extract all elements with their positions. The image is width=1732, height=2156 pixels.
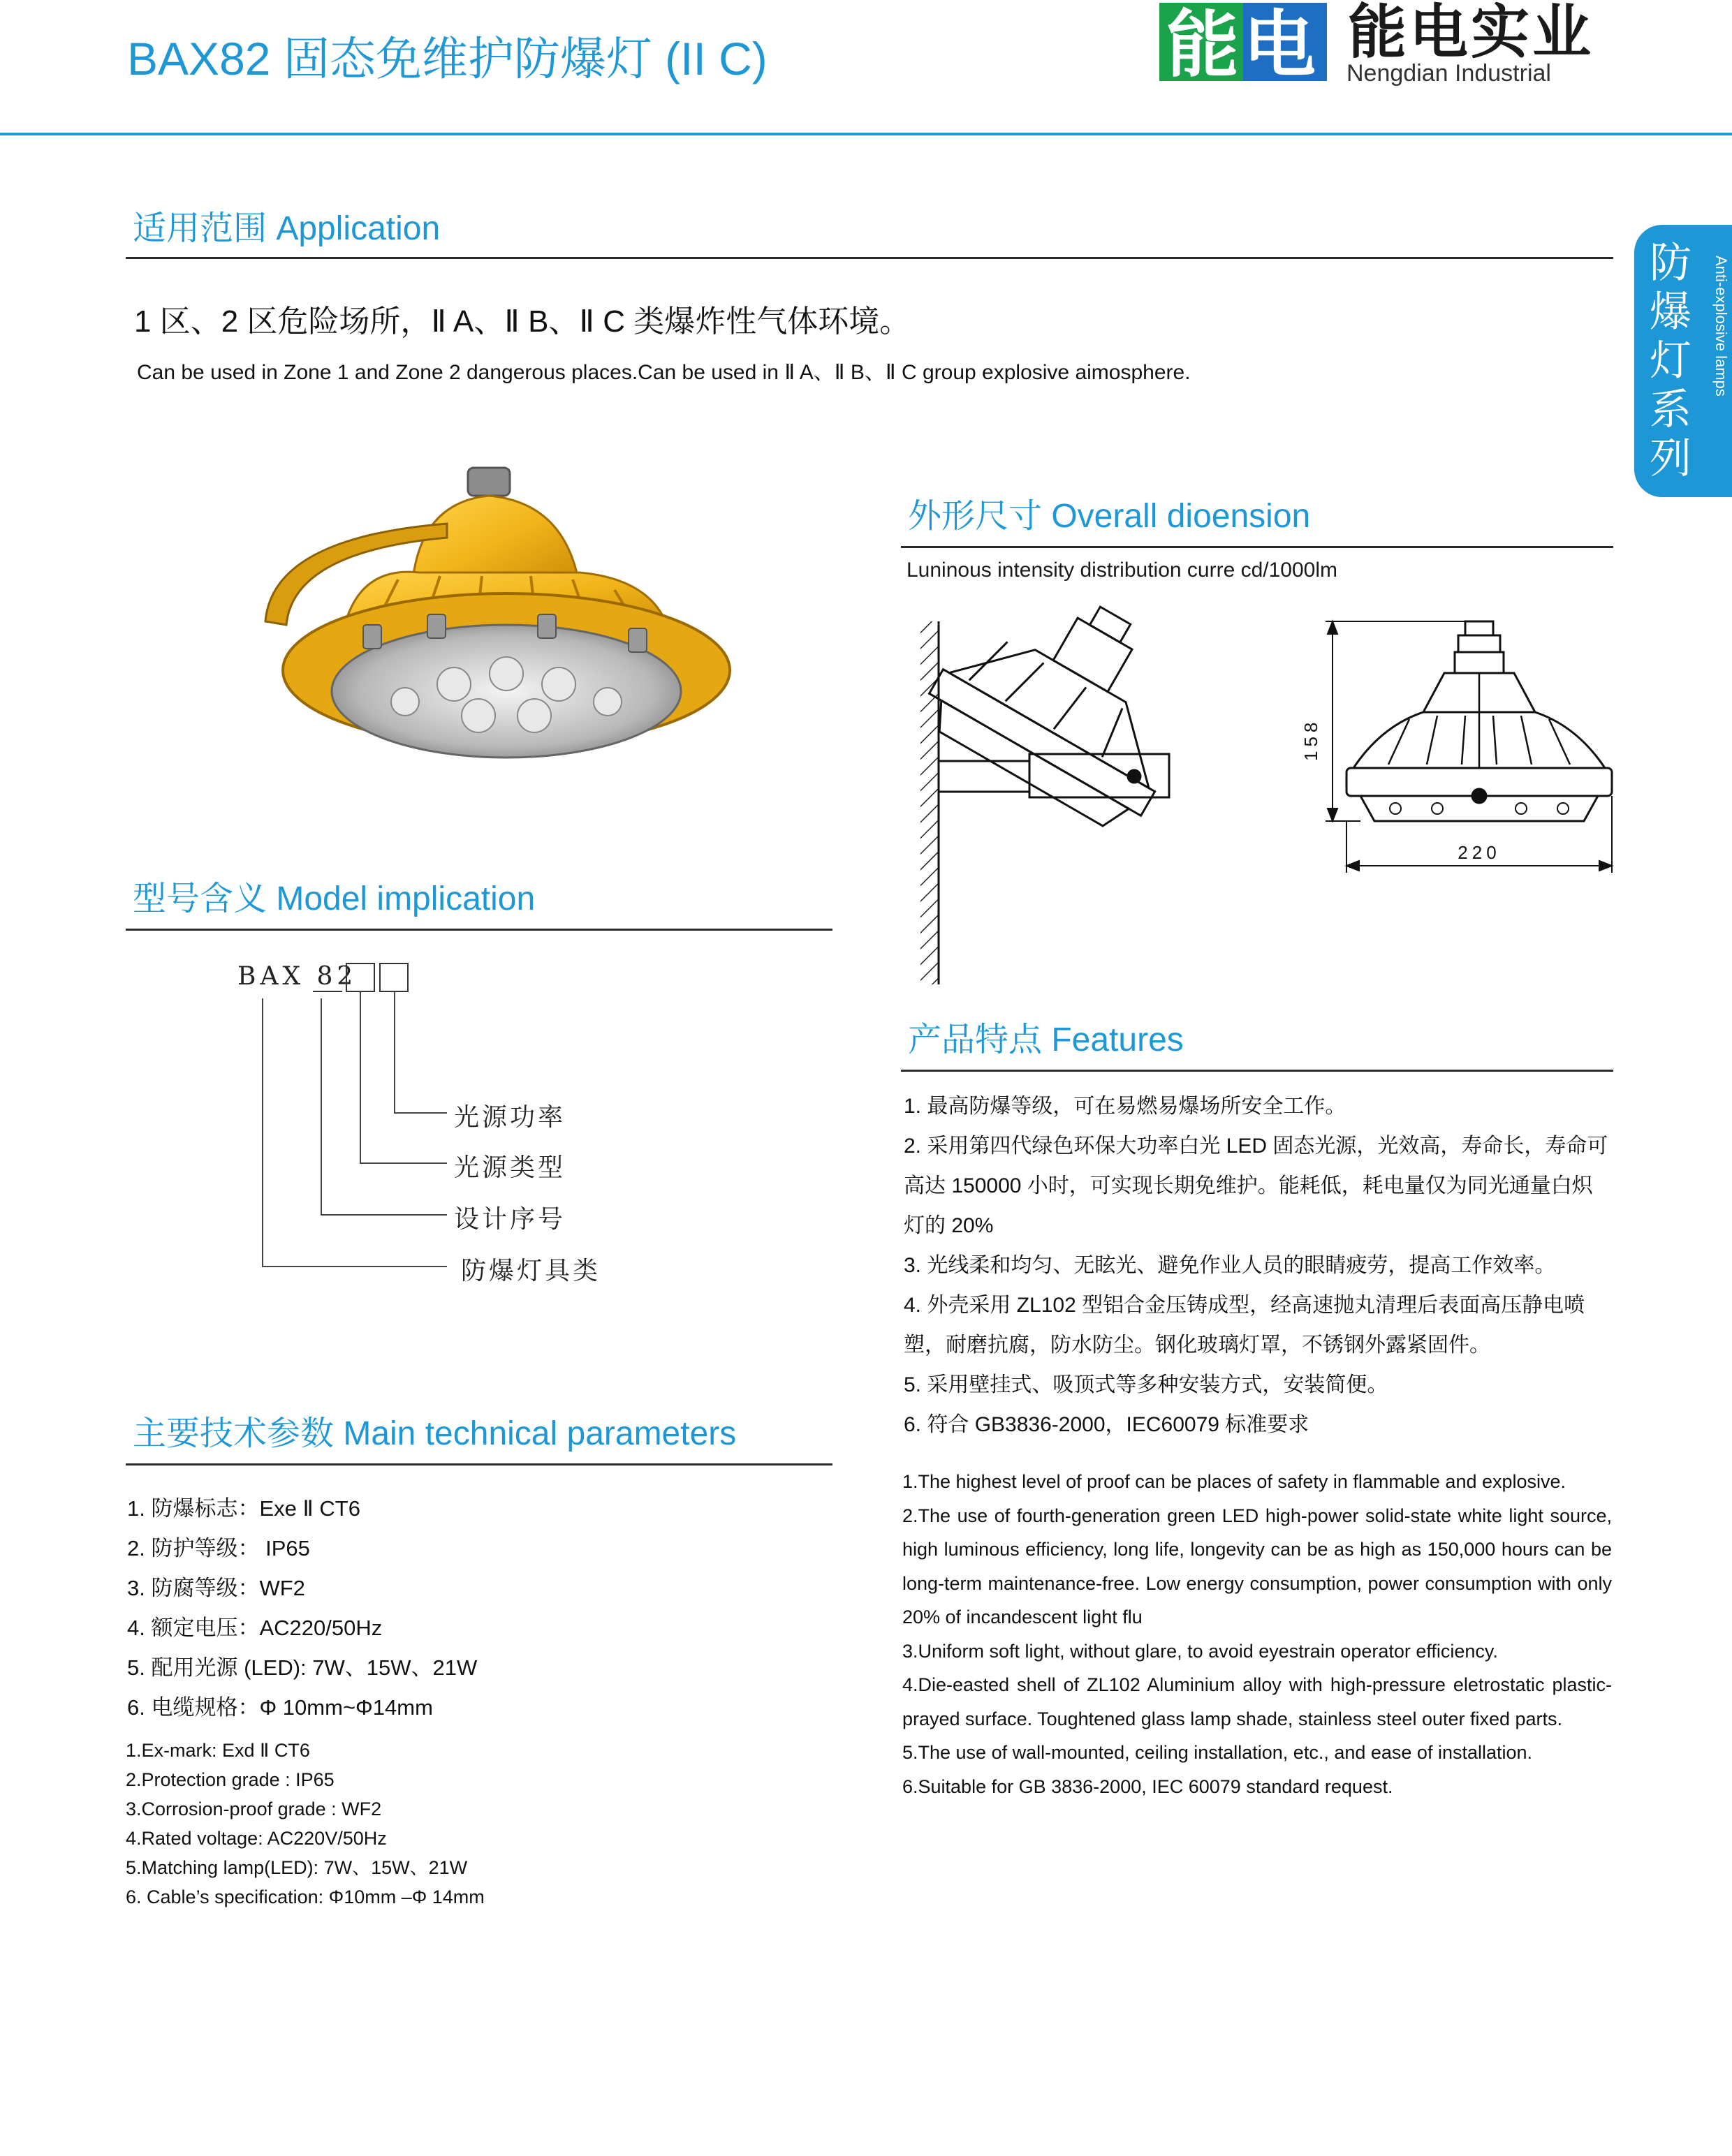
lamp-gland — [468, 468, 510, 496]
side-view-lamp — [916, 554, 1221, 840]
side-tab-english-text: Anti-explosive lamps — [1712, 256, 1730, 397]
side-category-tab[interactable] — [1634, 225, 1732, 497]
feature-en-item: 3.Uniform soft light, without glare, to avoid eyestrain operator efficiency. — [902, 1640, 1498, 1662]
header-divider — [0, 133, 1732, 135]
param-cn-item: 6. 电缆规格：Φ 10mm~Φ14mm — [127, 1695, 433, 1720]
logo-mark-text: 能电 — [1166, 2, 1321, 87]
param-cn-item: 3. 防腐等级：WF2 — [127, 1576, 305, 1600]
param-en-item: 3.Corrosion-proof grade : WF2 — [126, 1799, 382, 1819]
feature-en-item: 2.The use of fourth-generation green LED high-power solid-state white light source, high luminous efficiency, long life, longevity can be as high as 150,000 hours can be long-term maintenance-free. Low energy consumption, power consumption with only 20% of incandescent light flu — [902, 1505, 1612, 1627]
height-label: 158 — [1300, 718, 1321, 761]
model-slot-2 — [380, 963, 408, 991]
application-rule — [126, 257, 1613, 259]
feature-cn-item: 4. 外壳采用 ZL102 型铝合金压铸成型，经高速抛丸清理后表面高压静电喷塑，耐磨抗腐，防水防尘。钢化玻璃灯罩，不锈钢外露紧固件。 — [904, 1294, 1585, 1357]
side-tab-english-label — [1701, 253, 1730, 462]
model-label-power: 光源功率 — [454, 1103, 566, 1132]
logo-chinese-name: 能电实业 — [1348, 0, 1594, 65]
front-view-lamp — [1346, 621, 1612, 821]
side-view-wall — [920, 621, 939, 984]
param-cn-item: 2. 防护等级： IP65 — [127, 1536, 310, 1560]
dimension-section-title: 外形尺寸 Overall dioension — [908, 498, 1311, 535]
logo-english-name: Nengdian Industrial — [1346, 60, 1551, 87]
param-cn-item: 5. 配用光源 (LED): 7W、15W、21W — [127, 1655, 478, 1680]
feature-cn-item: 1. 最高防爆等级，可在易燃易爆场所安全工作。 — [904, 1095, 1346, 1118]
model-legend-lines — [237, 957, 656, 1292]
model-label-source-type: 光源类型 — [454, 1153, 566, 1182]
params-list-en — [126, 1736, 824, 1912]
features-list-cn — [904, 1086, 1609, 1445]
param-en-item: 5.Matching lamp(LED): 7W、15W、21W — [126, 1857, 468, 1878]
feature-cn-item: 3. 光线柔和均匀、无眩光、避免作业人员的眼睛疲劳，提高工作效率。 — [904, 1254, 1556, 1277]
features-list-en — [902, 1465, 1612, 1803]
width-label: 220 — [1458, 842, 1501, 863]
feature-cn-item: 5. 采用壁挂式、吸顶式等多种安装方式，安装简便。 — [904, 1373, 1388, 1396]
features-rule — [901, 1070, 1613, 1072]
feature-en-item: 1.The highest level of proof can be places of safety in flammable and explosive. — [902, 1471, 1566, 1492]
model-label-design-no: 设计序号 — [454, 1205, 566, 1234]
features-section-title: 产品特点 Features — [908, 1021, 1184, 1058]
page-title: BAX82 固态免维护防爆灯 (II C) — [127, 33, 768, 84]
feature-en-item: 6.Suitable for GB 3836-2000, IEC 60079 standard request. — [902, 1775, 1393, 1797]
param-en-item: 6. Cable’s specification: Φ10mm –Φ 14mm — [126, 1886, 485, 1907]
model-code: BAX 82 — [237, 962, 358, 991]
model-section-title: 型号含义 Model implication — [133, 880, 536, 917]
application-text-en: Can be used in Zone 1 and Zone 2 dangerous places.Can be used in Ⅱ A、Ⅱ B、Ⅱ C group explosive aimosphere. — [137, 361, 1191, 384]
param-en-item: 2.Protection grade : IP65 — [126, 1769, 335, 1790]
dimension-caption: Luninous intensity distribution curre cd/1000lm — [907, 559, 1338, 582]
params-section-title: 主要技术参数 Main technical parameters — [133, 1415, 737, 1452]
product-photo — [237, 461, 754, 782]
model-rule — [126, 929, 832, 931]
feature-en-item: 4.Die-easted shell of ZL102 Aluminium alloy with high-pressure eletrostatic plastic-prayed surface. Toughtened glass lamp shade, stainless steel outer fixed parts. — [902, 1674, 1612, 1729]
side-tab-chinese-label: 防爆灯系列 — [1650, 239, 1691, 482]
feature-en-item: 5.The use of wall-mounted, ceiling installation, etc., and ease of installation. — [902, 1742, 1533, 1763]
param-cn-item: 4. 额定电压：AC220/50Hz — [127, 1616, 383, 1640]
application-section-title: 适用范围 Application — [133, 210, 441, 247]
params-list-cn — [127, 1489, 825, 1727]
feature-cn-item: 2. 采用第四代绿色环保大功率白光 LED 固态光源，光效高，寿命长，寿命可高达 150000 小时，可实现长期免维护。能耗低，耗电量仅为同光通量白炽灯的 20% — [904, 1135, 1608, 1237]
model-slot-1 — [346, 963, 374, 991]
param-en-item: 1.Ex-mark: Exd Ⅱ CT6 — [126, 1740, 310, 1761]
dimension-rule — [901, 546, 1613, 548]
params-rule — [126, 1463, 832, 1465]
param-en-item: 4.Rated voltage: AC220V/50Hz — [126, 1828, 387, 1849]
feature-cn-item: 6. 符合 GB3836-2000，IEC60079 标准要求 — [904, 1413, 1309, 1436]
model-label-category: 防爆灯具类 — [461, 1257, 601, 1285]
dimension-drawing — [907, 614, 1633, 991]
param-cn-item: 1. 防爆标志：Exe Ⅱ CT6 — [127, 1496, 360, 1521]
application-text-cn: 1 区、2 区危险场所，Ⅱ A、Ⅱ B、Ⅱ C 类爆炸性气体环境。 — [134, 304, 911, 339]
